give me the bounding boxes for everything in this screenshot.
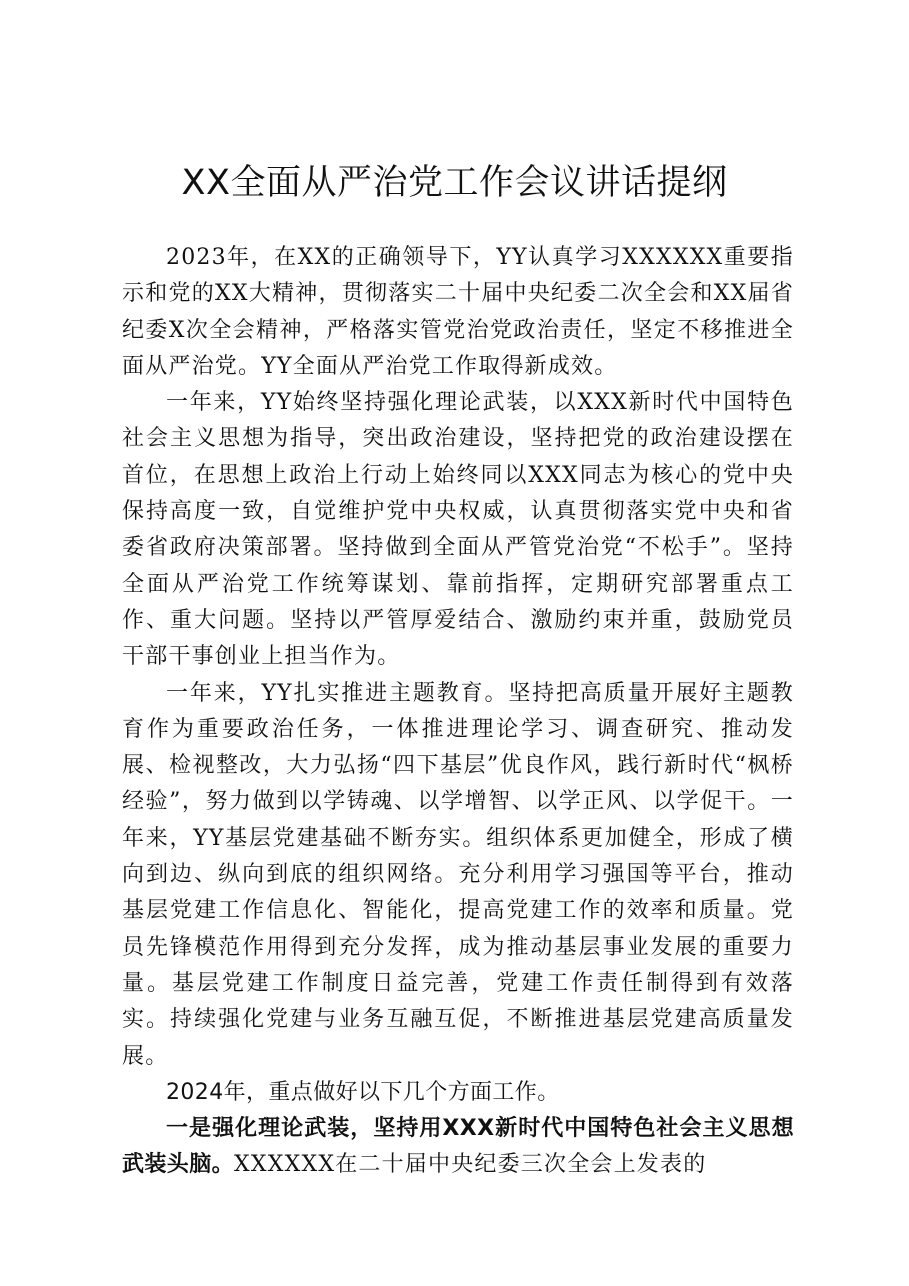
paragraph-theory-armament: 一年来，YY始终坚持强化理论武装，以XXX新时代中国特色社会主义思想为指导，突出政治建设，坚持把党的政治建设摆在首位，在思想上政治上行动上始终同以XXX同志为核心的党中央保持高度一致，自觉维护党中央权威，认真贯彻落实党中央和省委省政府决策部署。坚持做到全面从严管党治党“不松手”。坚持全面从严治党工作统筹谋划、靠前指挥，定期研究部署重点工作、重大问题。坚持以严管厚爱结合、激励约束并重，鼓励党员干部干事创业上担当作为。 <box>122 390 794 670</box>
first-task-text: XXXXXX在二十届中央纪委三次全会上发表的 <box>234 1152 707 1178</box>
paragraph-2023-summary: 2023年，在XX的正确领导下，YY认真学习XXXXXX重要指示和党的XX大精神，贯彻落实二十届中央纪委二次全会和XX届省纪委X次全会精神，严格落实管党治党政治责任，坚定不移推进全面从严治党。YY全面从严治党工作取得新成效。 <box>122 245 794 379</box>
document-title: XX全面从严治党工作会议讲话提纲 <box>181 163 728 203</box>
first-task-lead: 一是强化理论武装，坚持用XXX新时代中国特色社会主义思想武装头脑。 <box>122 1116 794 1178</box>
document-body <box>122 240 794 1184</box>
paragraph-theme-education: 一年来，YY扎实推进主题教育。坚持把高质量开展好主题教育作为重要政治任务，一体推进理论学习、调查研究、推动发展、检视整改，大力弘扬“四下基层”优良作风，践行新时代“枫桥经验”，努力做到以学铸魂、以学增智、以学正风、以学促干。一年来，YY基层党建基础不断夯实。组织体系更加健全，形成了横向到边、纵向到底的组织网络。充分利用学习强国等平台，推动基层党建工作信息化、智能化，提高党建工作的效率和质量。党员先锋模范作用得到充分发挥，成为推动基层事业发展的重要力量。基层党建工作制度日益完善，党建工作责任制得到有效落实。持续强化党建与业务互融互促，不断推进基层党建高质量发展。 <box>122 680 794 1069</box>
paragraph-2024-intro: 2024年，重点做好以下几个方面工作。 <box>166 1079 560 1105</box>
paragraph-first-task <box>122 1111 794 1184</box>
